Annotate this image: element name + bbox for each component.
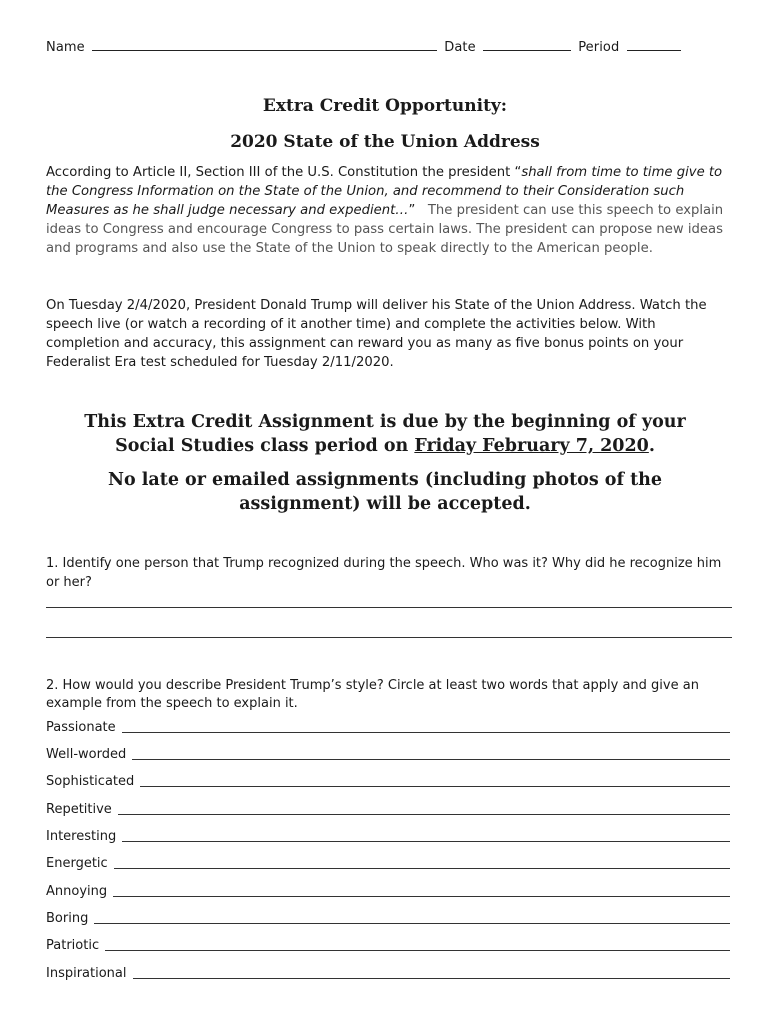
header-row: [46, 38, 684, 55]
word-label: Boring: [46, 911, 92, 926]
word-answer-line[interactable]: [133, 978, 730, 979]
word-row[interactable]: [46, 802, 730, 820]
period-label: Period: [578, 40, 620, 55]
answer-line-2[interactable]: [46, 637, 732, 638]
due-text: This Extra Credit Assignment is due by the beginning of your Social Studies class period on: [84, 412, 686, 456]
name-label: Name: [46, 40, 85, 55]
details-paragraph: On Tuesday 2/4/2020, President Donald Trump will deliver his State of the Union Address. Watch the speech live (or watch a recording of it another time) and complete the activities below. With completion and accuracy, this assignment can reward you as many as five bonus points on your Federalist Era test scheduled for Tuesday 2/11/2020.: [46, 298, 707, 370]
word-label: Repetitive: [46, 802, 116, 817]
word-answer-line[interactable]: [113, 896, 730, 897]
word-answer-line[interactable]: [94, 923, 730, 924]
word-label: Annoying: [46, 884, 111, 899]
word-row[interactable]: [46, 911, 730, 929]
word-row[interactable]: [46, 747, 730, 765]
due-notice: This Extra Credit Assignment is due by the beginning of your Social Studies class period on Friday February 7, 2020.: [84, 412, 686, 456]
constitution-quote: shall from time to time give to the Congress Information on the State of the Union, and recommend to their Consideration such Measures as he shall judge necessary and expedient…: [46, 165, 723, 218]
word-label: Patriotic: [46, 938, 103, 953]
intro-paragraph: [46, 163, 731, 258]
word-label: Energetic: [46, 856, 112, 871]
word-answer-line[interactable]: [114, 868, 730, 869]
word-answer-line[interactable]: [140, 786, 730, 787]
word-label: Inspirational: [46, 966, 131, 981]
word-answer-line[interactable]: [122, 841, 730, 842]
late-policy-notice: No late or emailed assignments (including photos of the assignment) will be accepted.: [107, 470, 663, 514]
title-line-2: 2020 State of the Union Address: [230, 132, 540, 152]
word-answer-line[interactable]: [118, 814, 730, 815]
word-label: Sophisticated: [46, 774, 138, 789]
intro-rest: The president can use this speech to explain ideas to Congress and encourage Congress to pass certain laws. The president can propose new ideas and programs and also use the State of the Union to speak directly to the American people.: [46, 203, 724, 256]
question-2: 2. How would you describe President Trump’s style? Circle at least two words that apply and give an example from the speech to explain it.: [46, 678, 699, 711]
word-row[interactable]: [46, 966, 730, 984]
due-date: Friday February 7, 2020: [414, 436, 649, 456]
word-row[interactable]: [46, 829, 730, 847]
word-answer-line[interactable]: [122, 732, 730, 733]
word-row[interactable]: [46, 774, 730, 792]
word-answer-line[interactable]: [105, 950, 730, 951]
title-line-1: Extra Credit Opportunity:: [262, 96, 508, 116]
intro-lead: According to Article II, Section III of the U.S. Constitution the president “: [46, 165, 522, 180]
word-row[interactable]: [46, 856, 730, 874]
word-label: Interesting: [46, 829, 120, 844]
word-label: Passionate: [46, 720, 120, 735]
answer-line-1[interactable]: [46, 607, 732, 608]
date-field[interactable]: [483, 38, 571, 51]
word-row[interactable]: [46, 884, 730, 902]
word-row[interactable]: [46, 720, 730, 738]
date-label: Date: [444, 40, 476, 55]
name-field[interactable]: [92, 38, 437, 51]
word-row[interactable]: [46, 938, 730, 956]
question-1: 1. Identify one person that Trump recognized during the speech. Who was it? Why did he recognize him or her?: [46, 556, 722, 590]
quote-close: ”: [408, 203, 416, 218]
word-label: Well-worded: [46, 747, 130, 762]
period-field[interactable]: [627, 38, 681, 51]
word-answer-line[interactable]: [132, 759, 730, 760]
